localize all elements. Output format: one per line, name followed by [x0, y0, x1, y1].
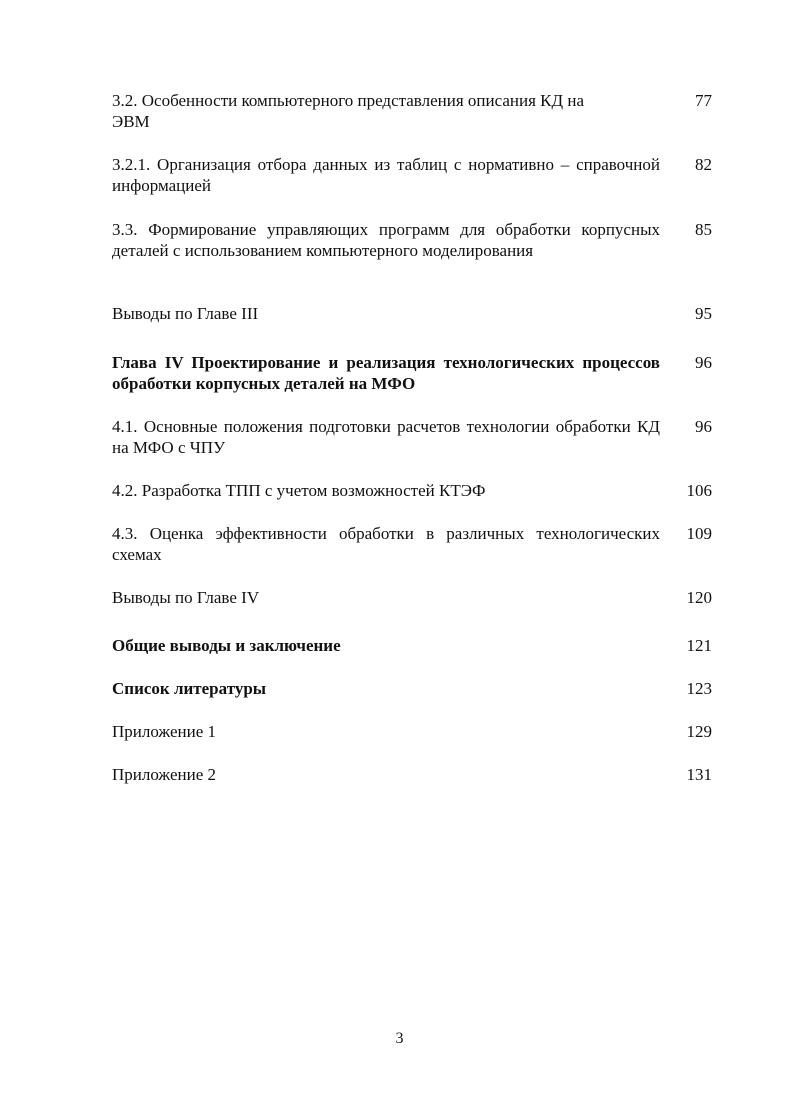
toc-entry-page: 121	[686, 636, 712, 655]
toc-entry-title: 3.2. Особенности компьютерного представления описания КД на ЭВМ	[112, 91, 584, 131]
toc-entry-page: 77	[695, 91, 712, 110]
toc-entry-title: Приложение 1	[112, 722, 216, 741]
toc-entry-title: 4.3. Оценка эффективности обработки в различных технологических схемах	[112, 524, 660, 564]
toc-entry-title: 3.3. Формирование управляющих программ для обработки корпусных деталей с использованием компьютерного моделирования	[112, 220, 660, 260]
toc-entry-title: 3.2.1. Организация отбора данных из таблиц с нормативно – справочной информацией	[112, 155, 660, 195]
toc-entry-title: Список литературы	[112, 679, 267, 698]
toc-entry-page: 82	[695, 155, 712, 174]
toc-entry-page: 85	[695, 220, 712, 239]
toc-entry-title: Выводы по Главе IV	[112, 588, 260, 607]
toc-entry-page: 95	[695, 304, 712, 323]
toc-entry-page: 106	[686, 481, 712, 500]
toc-entry-title: 4.2. Разработка ТПП с учетом возможностей КТЭФ	[112, 481, 486, 500]
toc-entry-title: Выводы по Главе III	[112, 304, 259, 323]
toc-entry-page: 129	[686, 722, 712, 741]
toc-entry-title: Приложение 2	[112, 765, 216, 784]
toc-entry-page: 120	[686, 588, 712, 607]
toc-entry-title: Общие выводы и заключение	[112, 636, 341, 655]
toc-entry-page: 131	[686, 765, 712, 784]
toc-entry-page: 96	[695, 353, 712, 372]
toc-entry-page: 96	[695, 417, 712, 436]
page-number: 3	[395, 1030, 404, 1047]
toc-entry-title: 4.1. Основные положения подготовки расчетов технологии обработки КД на МФО с ЧПУ	[112, 417, 660, 457]
toc-entry-page: 123	[686, 679, 712, 698]
toc-entry-page: 109	[686, 524, 712, 543]
toc-entry-title: Глава IV Проектирование и реализация технологических процессов обработки корпусных деталей на МФО	[112, 353, 660, 393]
